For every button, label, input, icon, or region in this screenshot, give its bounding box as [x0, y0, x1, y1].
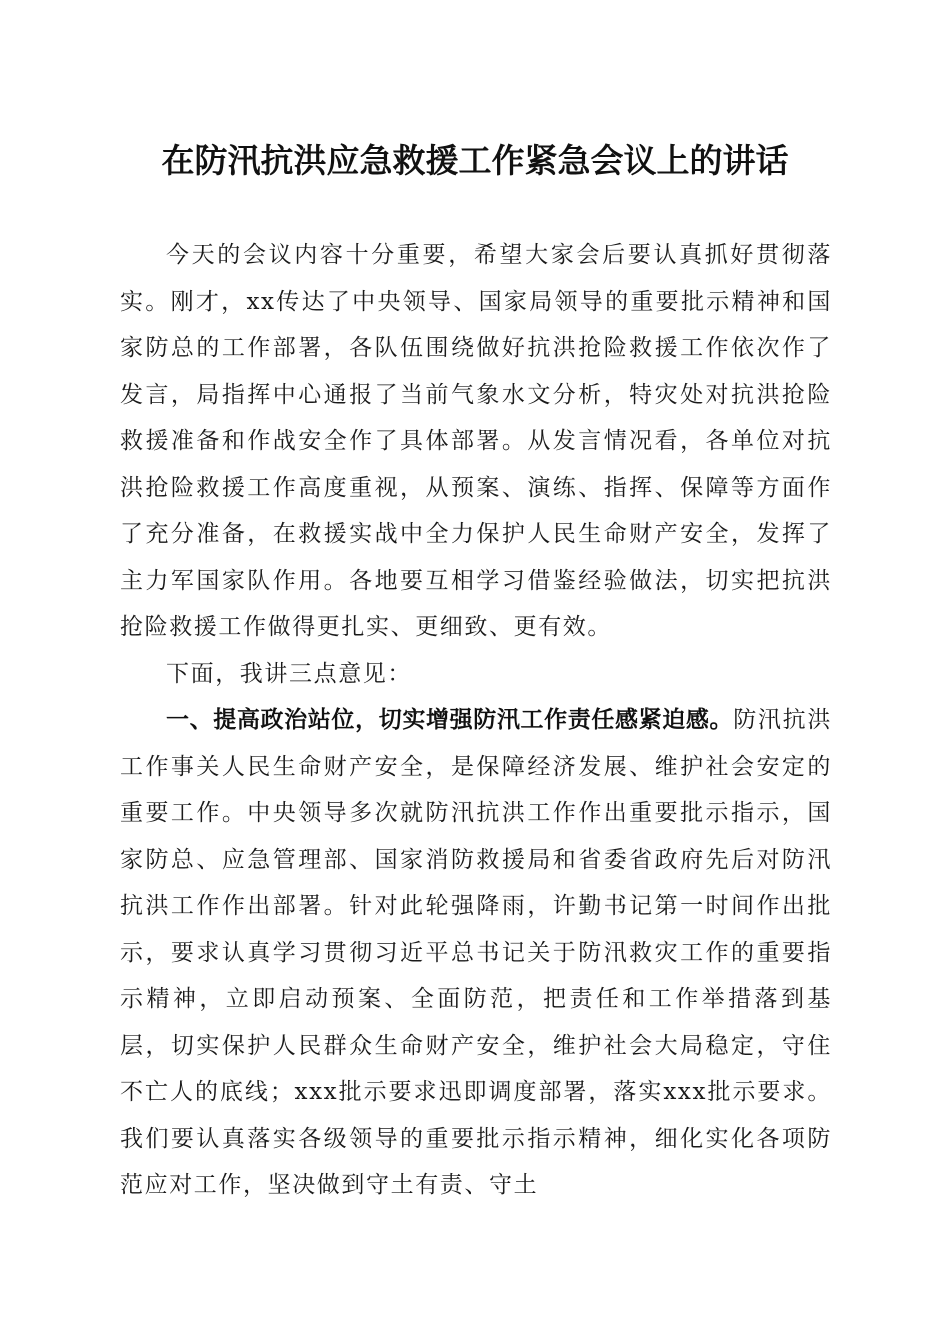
document-title: 在防汛抗洪应急救援工作紧急会议上的讲话	[161, 141, 789, 180]
document-body	[120, 232, 832, 1209]
section-body-one: 防汛抗洪工作事关人民生命财产安全，是保障经济发展、维护社会安定的重要工作。中央领导多次就防汛抗洪工作作出重要批示指示，国家防总、应急管理部、国家消防救援局和省委省政府先后对防汛抗洪工作作出部署。针对此轮强降雨，许勤书记第一时间作出批示，要求认真学习贯彻习近平总书记关于防汛救灾工作的重要指示精神，立即启动预案、全面防范，把责任和工作举措落到基层，切实保护人民群众生命财产安全，维护社会大局稳定，守住不亡人的底线；xxx批示要求迅即调度部署，落实xxx批示要求。我们要认真落实各级领导的重要批示指示精神，细化实化各项防范应对工作，坚决做到守土有责、守土	[120, 707, 833, 1198]
section-heading-one: 一、提高政治站位，切实增强防汛工作责任感紧迫感。	[166, 707, 734, 733]
paragraph-opening: 今天的会议内容十分重要，希望大家会后要认真抓好贯彻落实。刚才，xx传达了中央领导、国家局领导的重要批示精神和国家防总的工作部署，各队伍围绕做好抗洪抢险救援工作依次作了发言，局指挥中心通报了当前气象水文分析，特灾处对抗洪抢险救援准备和作战安全作了具体部署。从发言情况看，各单位对抗洪抢险救援工作高度重视，从预案、演练、指挥、保障等方面作了充分准备，在救援实战中全力保护人民生命财产安全，发挥了主力军国家队作用。各地要互相学习借鉴经验做法，切实把抗洪抢险救援工作做得更扎实、更细致、更有效。	[120, 242, 832, 640]
paragraph-transition: 下面，我讲三点意见：	[166, 660, 412, 687]
paragraph-point-one	[120, 697, 832, 1209]
